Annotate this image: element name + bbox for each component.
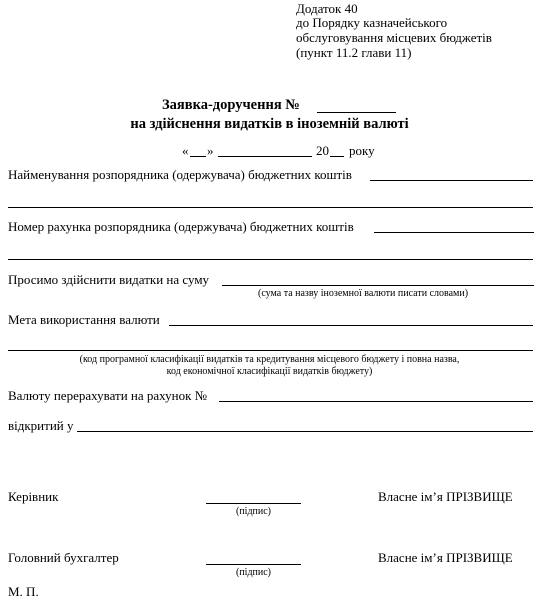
transfer-account-label: Валюту перерахувати на рахунок № <box>8 388 208 403</box>
amount-field[interactable] <box>222 285 534 286</box>
appendix-line-1: Додаток 40 <box>296 1 358 16</box>
purpose-field[interactable] <box>169 325 533 326</box>
date-month-line <box>218 156 312 157</box>
account-number-field[interactable] <box>374 232 534 233</box>
date-day-line <box>190 156 206 157</box>
date-open-quote: « <box>182 143 189 158</box>
purpose-label: Мета використання валюти <box>8 312 160 327</box>
amount-hint: (сума та назву іноземної валюти писати словами) <box>258 288 469 299</box>
date-year-line <box>330 156 344 157</box>
date-close-quote: » <box>207 143 214 158</box>
purpose-field-continued[interactable] <box>8 350 533 351</box>
appendix-line-4: (пункт 11.2 глави 11) <box>296 45 412 60</box>
head-name: Власне ім’я ПРІЗВИЩЕ <box>378 489 513 504</box>
opened-at-label: відкритий у <box>8 418 74 433</box>
stamp-label: М. П. <box>8 584 39 599</box>
accountant-signature-hint: (підпис) <box>235 567 272 578</box>
date-year-prefix: 20 <box>316 143 329 158</box>
manager-name-label: Найменування розпорядника (одержувача) бюджетних коштів <box>8 167 352 182</box>
manager-name-field-continued[interactable] <box>8 207 533 208</box>
head-role: Керівник <box>8 489 59 504</box>
account-number-field-continued[interactable] <box>8 259 533 260</box>
accountant-signature-field[interactable] <box>206 564 301 565</box>
amount-label: Просимо здійснити видатки на суму <box>8 272 210 287</box>
title-number-line <box>317 112 396 113</box>
opened-at-field[interactable] <box>77 431 533 432</box>
purpose-hint-2: код економічної класифікації видатків бюджету) <box>166 366 373 377</box>
title-line-2: на здійснення видатків в іноземній валюті <box>130 116 409 132</box>
accountant-role: Головний бухгалтер <box>8 550 119 565</box>
account-number-label: Номер рахунка розпорядника (одержувача) бюджетних коштів <box>8 219 354 234</box>
purpose-hint-1: (код програмної класифікації видатків та кредитування місцевого бюджету і повна назва, <box>79 354 460 365</box>
accountant-name: Власне ім’я ПРІЗВИЩЕ <box>378 550 513 565</box>
title-line-1: Заявка-доручення № <box>162 97 300 113</box>
transfer-account-field[interactable] <box>219 401 533 402</box>
appendix-line-2: до Порядку казначейського <box>296 15 448 30</box>
appendix-line-3: обслуговування місцевих бюджетів <box>296 30 492 45</box>
head-signature-field[interactable] <box>206 503 301 504</box>
manager-name-field[interactable] <box>370 180 533 181</box>
head-signature-hint: (підпис) <box>235 506 272 517</box>
date-year-suffix: року <box>349 143 375 158</box>
